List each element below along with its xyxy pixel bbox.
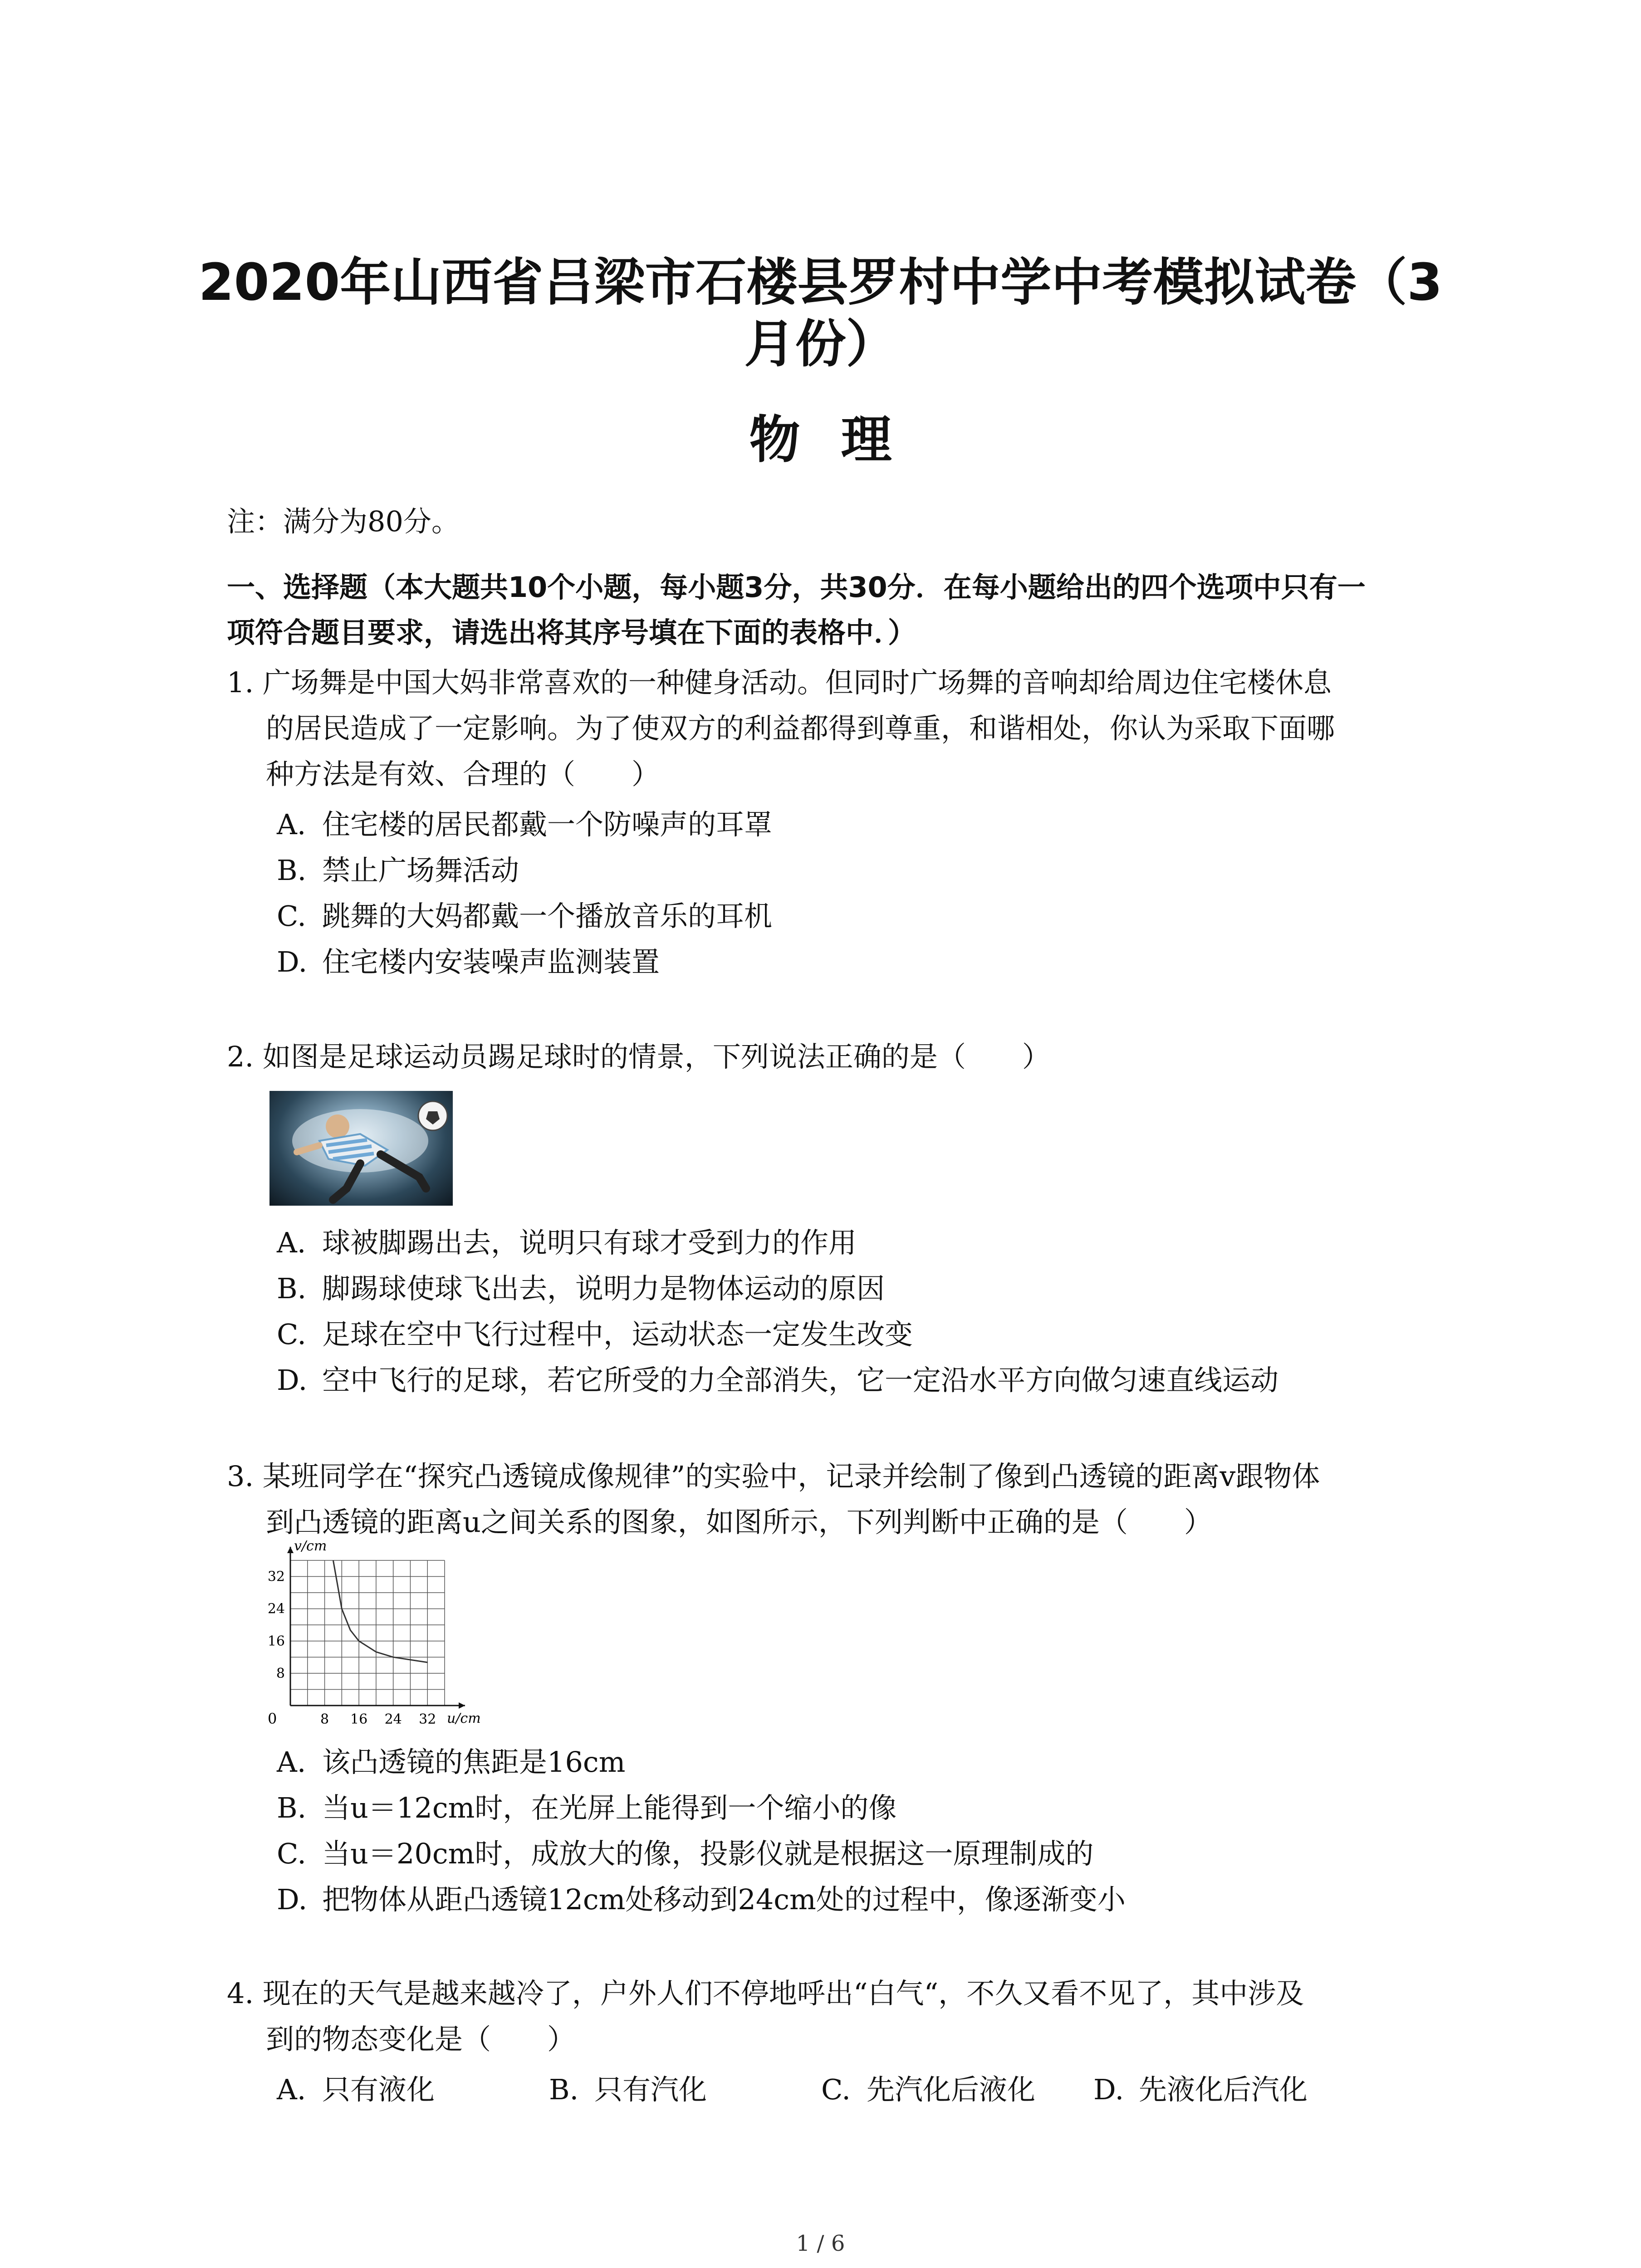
option-letter: A. bbox=[277, 808, 306, 841]
option-letter: B. bbox=[277, 1791, 307, 1824]
option-letter: D. bbox=[1093, 2073, 1124, 2106]
page-number: 1 / 6 bbox=[796, 2231, 845, 2256]
option-text: 跳舞的大妈都戴一个播放音乐的耳机 bbox=[322, 899, 773, 933]
x-tick-label: 24 bbox=[384, 1711, 402, 1727]
question-3-line-2: 到凸透镜的距离u之间关系的图象，如图所示，下列判断中正确的是（ ） bbox=[266, 1505, 1212, 1539]
option-text: 把物体从距凸透镜12cm处移动到24cm处的过程中，像逐渐变小 bbox=[322, 1883, 1126, 1916]
score-note: 注：满分为80分。 bbox=[227, 505, 460, 538]
chart-grid bbox=[290, 1560, 445, 1706]
question-1-line-3: 种方法是有效、合理的（ ） bbox=[266, 758, 660, 791]
option-letter: A. bbox=[277, 2073, 306, 2106]
option-letter: B. bbox=[277, 854, 307, 887]
question-1-option-c bbox=[277, 894, 772, 934]
option-letter: C. bbox=[277, 899, 306, 933]
question-4-option-a bbox=[277, 2067, 435, 2107]
question-4-line-2: 到的物态变化是（ ） bbox=[266, 2023, 576, 2056]
exam-title-line-2: 月份） bbox=[744, 315, 897, 374]
option-letter: A. bbox=[277, 1226, 306, 1259]
option-text: 脚踢球使球飞出去，说明力是物体运动的原因 bbox=[322, 1272, 885, 1305]
subject-heading: 物理 bbox=[749, 411, 933, 469]
x-tick-label: 16 bbox=[350, 1711, 368, 1727]
y-tick-label: 16 bbox=[267, 1633, 285, 1649]
section-heading-line-2: 项符合题目要求，请选出将其序号填在下面的表格中．） bbox=[227, 616, 916, 649]
question-4-option-c bbox=[821, 2067, 1035, 2107]
option-letter: A. bbox=[277, 1745, 306, 1779]
option-text: 先液化后汽化 bbox=[1139, 2073, 1308, 2106]
question-4-option-d bbox=[1093, 2067, 1308, 2107]
x-tick-label: 32 bbox=[419, 1711, 436, 1727]
y-tick-label: 32 bbox=[267, 1569, 285, 1585]
option-letter: D. bbox=[277, 1364, 308, 1397]
option-text: 球被脚踢出去，说明只有球才受到力的作用 bbox=[322, 1226, 857, 1259]
option-text: 只有汽化 bbox=[594, 2073, 707, 2106]
option-letter: C. bbox=[277, 1318, 306, 1351]
question-1-option-a bbox=[277, 802, 772, 842]
question-2-option-d bbox=[277, 1358, 1279, 1398]
question-3-option-c bbox=[277, 1831, 1093, 1872]
question-2-line-1: 2. 如图是足球运动员踢足球时的情景，下列说法正确的是（ ） bbox=[227, 1040, 1050, 1073]
option-text: 该凸透镜的焦距是16cm bbox=[322, 1745, 626, 1779]
option-text: 只有液化 bbox=[322, 2073, 435, 2106]
y-axis-arrow bbox=[287, 1547, 294, 1553]
option-text: 住宅楼的居民都戴一个防噪声的耳罩 bbox=[322, 808, 773, 841]
question-1-line-1: 1. 广场舞是中国大妈非常喜欢的一种健身活动。但同时广场舞的音响却给周边住宅楼休息 bbox=[227, 666, 1332, 699]
section-heading-line-1: 一、选择题（本大题共10个小题，每小题3分，共30分．在每小题给出的四个选项中只有一 bbox=[227, 571, 1366, 604]
x-tick-label: 8 bbox=[320, 1711, 329, 1727]
option-text: 住宅楼内安装噪声监测装置 bbox=[322, 945, 660, 978]
question-1-option-b bbox=[277, 848, 519, 888]
option-text: 先汽化后液化 bbox=[867, 2073, 1036, 2106]
option-letter: C. bbox=[277, 1837, 306, 1870]
option-text: 当u＝20cm时，成放大的像，投影仪就是根据这一原理制成的 bbox=[322, 1837, 1094, 1870]
y-tick-label: 8 bbox=[276, 1665, 285, 1681]
question-3-option-a bbox=[277, 1740, 625, 1780]
y-tick-label: 24 bbox=[267, 1601, 285, 1617]
question-2-option-b bbox=[277, 1266, 885, 1306]
origin-label: 0 bbox=[268, 1710, 277, 1727]
option-letter: D. bbox=[277, 945, 308, 978]
question-2-option-c bbox=[277, 1312, 913, 1352]
question-3-line-1: 3. 某班同学在“探究凸透镜成像规律”的实验中，记录并绘制了像到凸透镜的距离v跟物体 bbox=[227, 1460, 1320, 1493]
x-axis-arrow bbox=[459, 1702, 465, 1709]
question-3-option-b bbox=[277, 1785, 896, 1826]
soccer-player-illustration bbox=[269, 1091, 453, 1206]
option-letter: C. bbox=[821, 2073, 851, 2106]
question-3-option-d bbox=[277, 1877, 1126, 1917]
soccer-player-photo bbox=[269, 1091, 453, 1206]
exam-title-line-1: 2020年山西省吕梁市石楼县罗村中学中考模拟试卷（3 bbox=[198, 253, 1443, 312]
question-4-line-1: 4. 现在的天气是越来越冷了，户外人们不停地呼出“白气“，不久又看不见了，其中涉及 bbox=[227, 1977, 1304, 2010]
option-text: 当u＝12cm时，在光屏上能得到一个缩小的像 bbox=[322, 1791, 897, 1824]
option-text: 禁止广场舞活动 bbox=[322, 854, 519, 887]
question-2-option-a bbox=[277, 1220, 857, 1261]
chart-curve bbox=[333, 1560, 427, 1662]
image-distance-vs-object-distance-chart bbox=[236, 1538, 490, 1740]
question-1-line-2: 的居民造成了一定影响。为了使双方的利益都得到尊重，和谐相处，你认为采取下面哪 bbox=[266, 712, 1335, 745]
x-axis-label: u/cm bbox=[447, 1711, 481, 1726]
question-1-option-d bbox=[277, 939, 660, 980]
option-letter: B. bbox=[549, 2073, 579, 2106]
y-axis-label: v/cm bbox=[294, 1538, 327, 1554]
image-distance-curve bbox=[333, 1560, 427, 1662]
option-text: 空中飞行的足球，若它所受的力全部消失，它一定沿水平方向做匀速直线运动 bbox=[322, 1364, 1279, 1397]
option-letter: B. bbox=[277, 1272, 307, 1305]
option-text: 足球在空中飞行过程中，运动状态一定发生改变 bbox=[322, 1318, 913, 1351]
option-letter: D. bbox=[277, 1883, 308, 1916]
question-4-option-b bbox=[549, 2067, 707, 2107]
